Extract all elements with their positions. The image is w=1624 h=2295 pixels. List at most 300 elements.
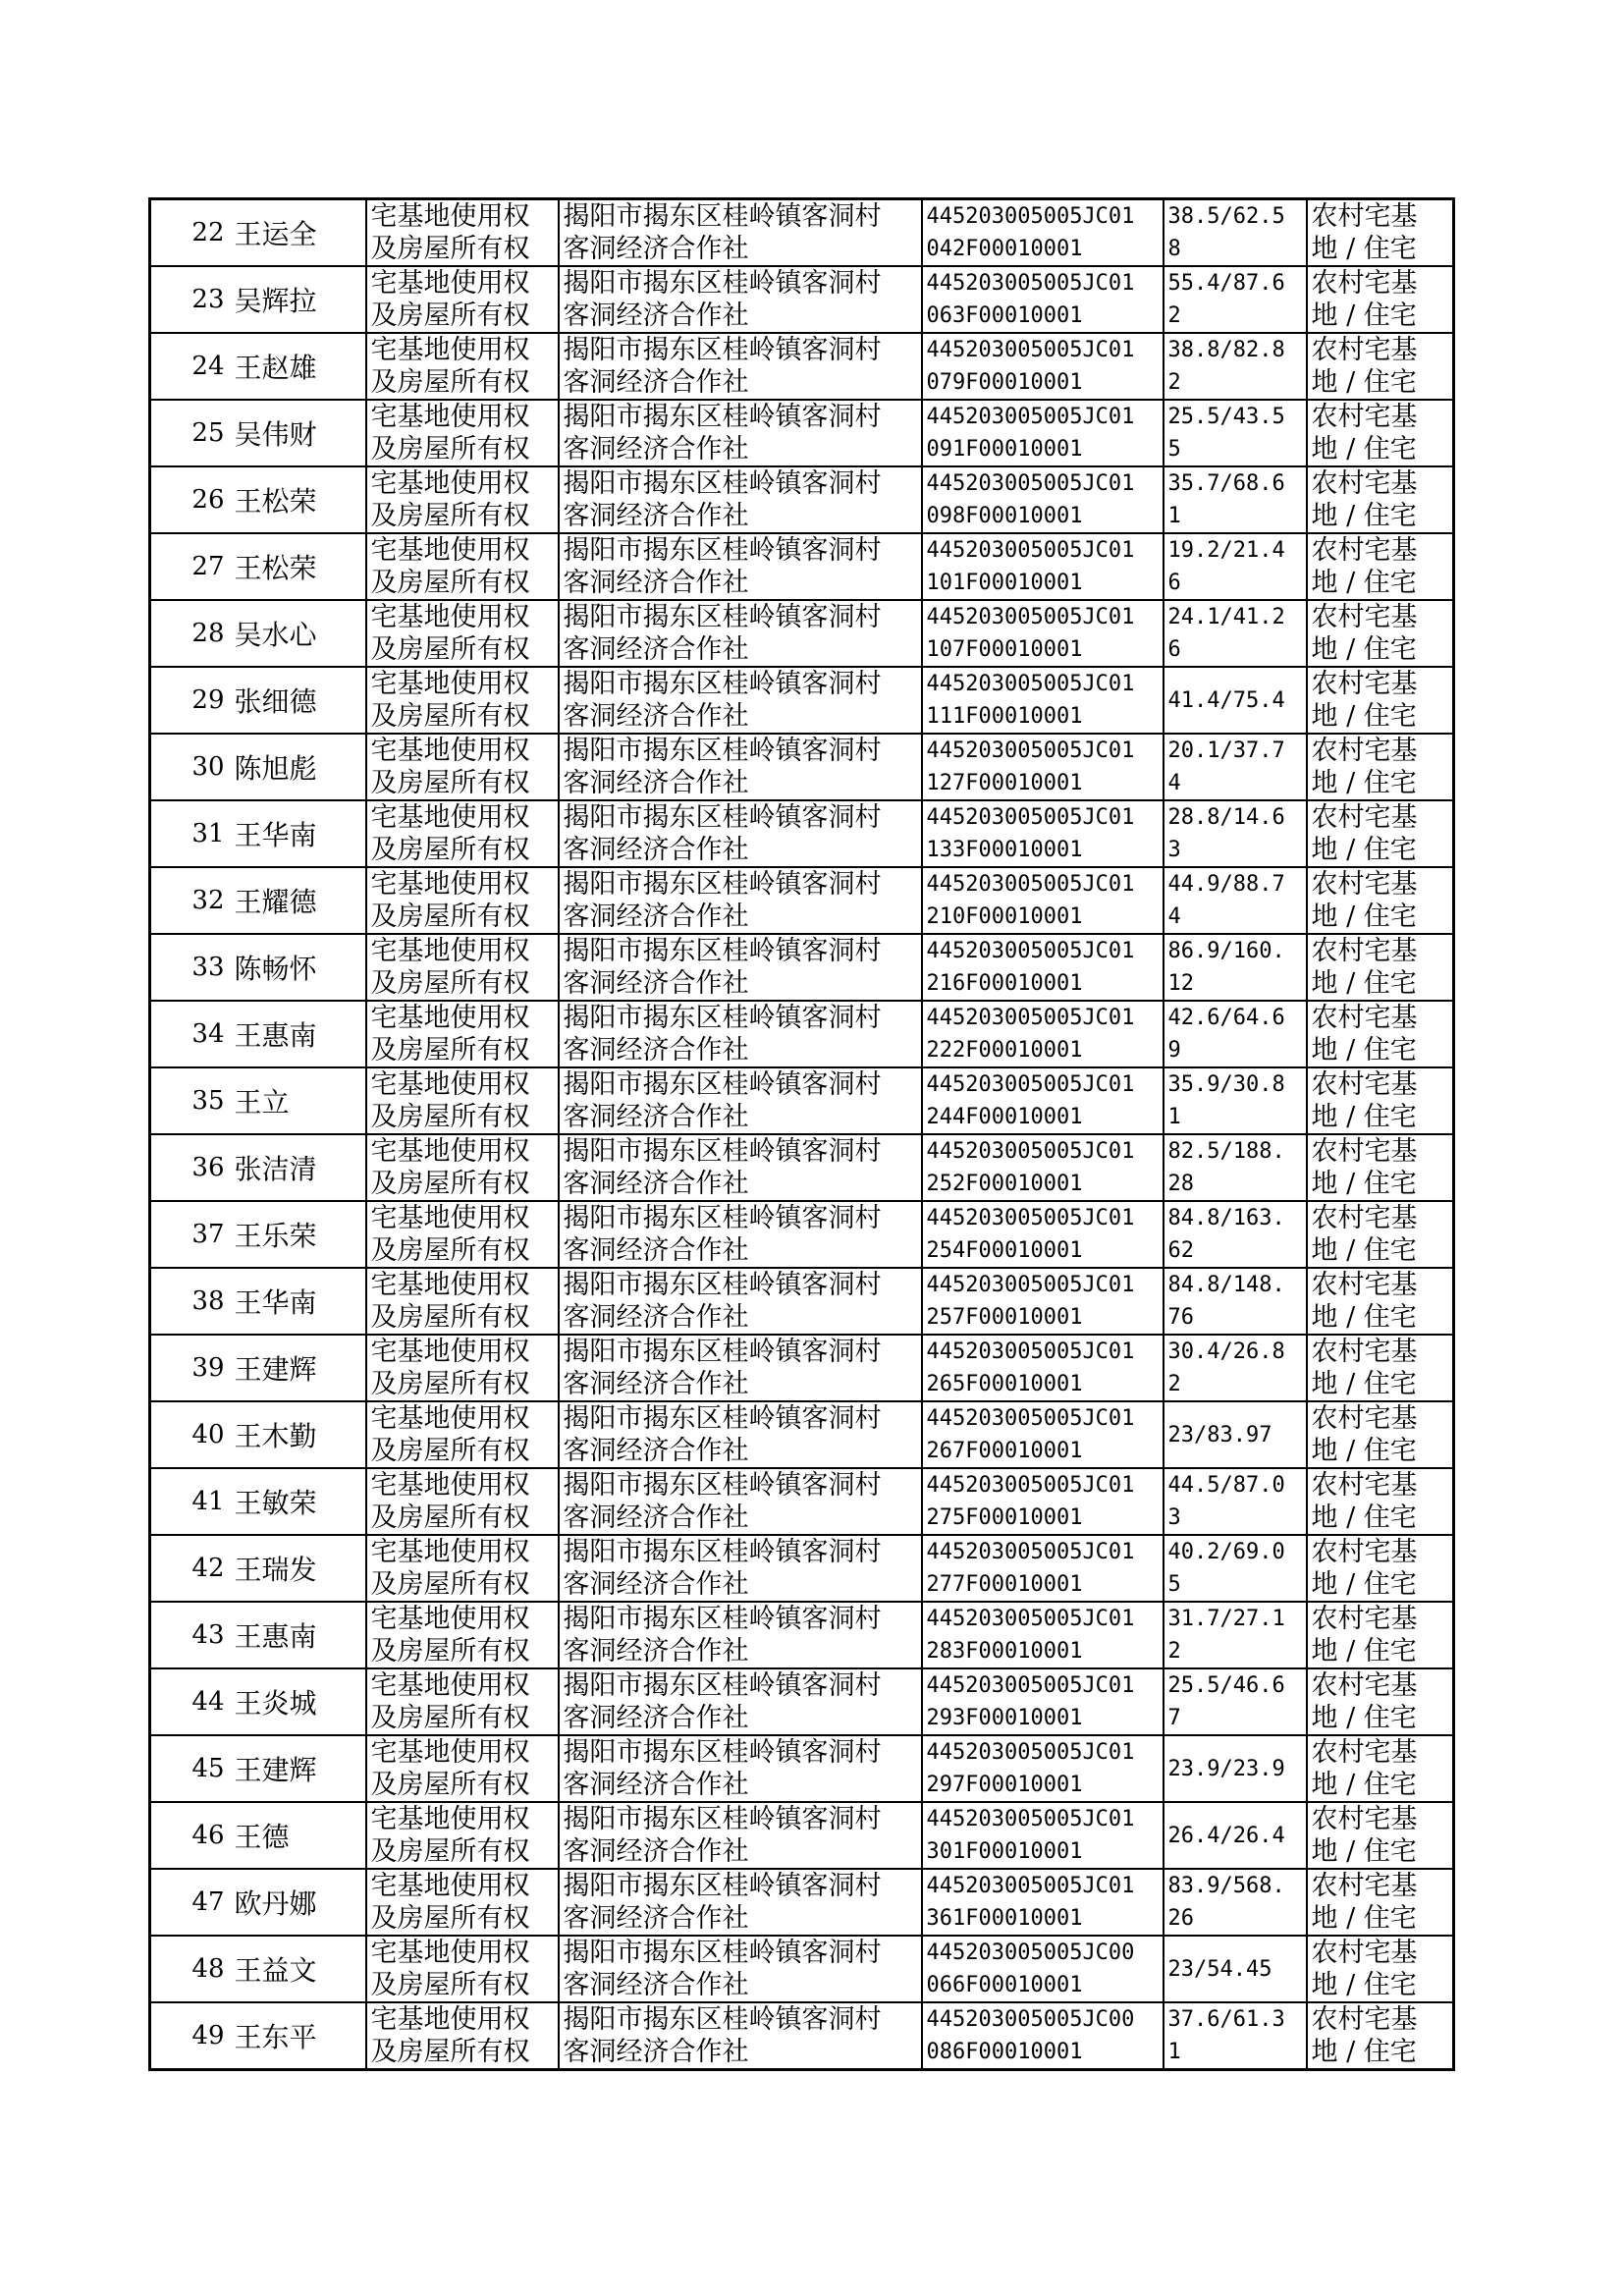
land-use-cell <box>1307 1134 1454 1201</box>
unit-code-line: 275F00010001 <box>926 1505 1083 1530</box>
unit-code-cell <box>922 867 1164 934</box>
area-value-line: 12 <box>1167 971 1194 996</box>
area-value-line: 55.4/87.6 <box>1167 271 1285 296</box>
property-location-line: 揭阳市揭东区桂岭镇客洞村 <box>563 1604 882 1634</box>
unit-code-cell <box>922 1668 1164 1735</box>
land-use-cell <box>1307 934 1454 1001</box>
area-value-line: 25.5/46.6 <box>1167 1673 1285 1698</box>
land-use-line: 农村宅基 <box>1311 1604 1418 1634</box>
land-use-line: 地 / 住宅 <box>1311 501 1417 531</box>
land-use-cell <box>1307 867 1454 934</box>
owner-name-cell: 王松荣 <box>229 466 366 533</box>
table-row <box>150 2002 1454 2070</box>
land-use-line: 地 / 住宅 <box>1311 1903 1417 1934</box>
land-use-cell <box>1307 1001 1454 1067</box>
property-location-cell <box>559 1668 922 1735</box>
area-value-cell <box>1164 1335 1307 1401</box>
unit-code-line: 066F00010001 <box>926 1973 1083 1997</box>
unit-code-line: 445203005005JC01 <box>926 405 1135 429</box>
owner-name-cell: 吴辉拉 <box>229 266 366 333</box>
right-type-cell <box>366 934 559 1001</box>
area-value-cell <box>1164 333 1307 400</box>
right-type-line: 及房屋所有权 <box>370 501 530 531</box>
area-value-line: 38.8/82.8 <box>1167 338 1285 362</box>
table-row <box>150 1335 1454 1401</box>
table-row <box>150 466 1454 533</box>
land-use-line: 农村宅基 <box>1311 535 1418 566</box>
area-value-line: 42.6/64.6 <box>1167 1006 1285 1030</box>
table-row <box>150 1201 1454 1268</box>
area-value-line: 20.1/37.7 <box>1167 738 1285 763</box>
right-type-line: 宅基地使用权 <box>370 602 530 632</box>
owner-name-cell: 王乐荣 <box>229 1201 366 1268</box>
property-location-line: 揭阳市揭东区桂岭镇客洞村 <box>563 1136 882 1167</box>
property-location-cell <box>559 934 922 1001</box>
right-type-line: 及房屋所有权 <box>370 1569 530 1600</box>
area-value-line: 25.5/43.5 <box>1167 405 1285 429</box>
land-use-line: 农村宅基 <box>1311 869 1418 900</box>
row-number-cell: 49 <box>150 2002 229 2070</box>
area-value-line: 4 <box>1167 904 1181 929</box>
owner-name-cell: 陈旭彪 <box>229 734 366 800</box>
right-type-cell <box>366 1468 559 1535</box>
area-value-line: 5 <box>1167 1572 1181 1597</box>
unit-code-cell <box>922 199 1164 267</box>
land-use-line: 农村宅基 <box>1311 1136 1418 1167</box>
property-location-line: 客洞经济合作社 <box>563 568 749 598</box>
unit-code-cell <box>922 1869 1164 1936</box>
property-location-line: 客洞经济合作社 <box>563 2037 749 2067</box>
land-use-line: 地 / 住宅 <box>1311 1102 1417 1132</box>
owner-name-cell: 欧丹娜 <box>229 1869 366 1936</box>
property-location-line: 揭阳市揭东区桂岭镇客洞村 <box>563 1938 882 1968</box>
unit-code-cell <box>922 266 1164 333</box>
unit-code-line: 445203005005JC01 <box>926 1139 1135 1164</box>
land-use-line: 农村宅基 <box>1311 402 1418 432</box>
unit-code-line: 445203005005JC01 <box>926 1273 1135 1297</box>
owner-name-cell: 王炎城 <box>229 1668 366 1735</box>
area-value-cell <box>1164 1802 1307 1869</box>
property-location-line: 客洞经济合作社 <box>563 701 749 732</box>
property-location-line: 揭阳市揭东区桂岭镇客洞村 <box>563 402 882 432</box>
right-type-line: 宅基地使用权 <box>370 1604 530 1634</box>
right-type-line: 宅基地使用权 <box>370 669 530 699</box>
land-use-cell <box>1307 1535 1454 1602</box>
land-use-cell <box>1307 1335 1454 1401</box>
property-location-cell <box>559 1802 922 1869</box>
right-type-line: 及房屋所有权 <box>370 1503 530 1533</box>
row-number-cell: 39 <box>150 1335 229 1401</box>
unit-code-line: 445203005005JC01 <box>926 738 1135 763</box>
area-value-line: 1 <box>1167 2040 1181 2064</box>
unit-code-line: 098F00010001 <box>926 504 1083 528</box>
land-use-line: 农村宅基 <box>1311 1003 1418 1033</box>
right-type-line: 宅基地使用权 <box>370 936 530 966</box>
unit-code-line: 111F00010001 <box>926 704 1083 729</box>
area-value-line: 40.2/69.0 <box>1167 1540 1285 1564</box>
area-value-cell <box>1164 1936 1307 2002</box>
owner-name-cell: 陈畅怀 <box>229 934 366 1001</box>
land-use-line: 地 / 住宅 <box>1311 1970 1417 2000</box>
property-location-cell <box>559 2002 922 2070</box>
land-use-line: 农村宅基 <box>1311 802 1418 833</box>
area-value-cell <box>1164 1735 1307 1802</box>
right-type-line: 及房屋所有权 <box>370 1703 530 1733</box>
area-value-line: 30.4/26.8 <box>1167 1339 1285 1364</box>
table-row <box>150 1735 1454 1802</box>
owner-name-cell: 王惠南 <box>229 1602 366 1668</box>
property-location-cell <box>559 1067 922 1134</box>
unit-code-line: 283F00010001 <box>926 1639 1083 1664</box>
unit-code-line: 445203005005JC01 <box>926 1206 1135 1230</box>
right-type-line: 宅基地使用权 <box>370 468 530 499</box>
unit-code-cell <box>922 1401 1164 1468</box>
right-type-line: 及房屋所有权 <box>370 1302 530 1333</box>
owner-name-cell: 王益文 <box>229 1936 366 2002</box>
property-location-cell <box>559 1268 922 1335</box>
area-value-cell <box>1164 800 1307 867</box>
land-use-line: 地 / 住宅 <box>1311 968 1417 999</box>
area-value-line: 38.5/62.5 <box>1167 204 1285 229</box>
area-value-line: 41.4/75.4 <box>1167 687 1285 713</box>
right-type-cell <box>366 1802 559 1869</box>
area-value-line: 35.9/30.8 <box>1167 1072 1285 1097</box>
unit-code-line: 445203005005JC01 <box>926 1473 1135 1498</box>
unit-code-line: 133F00010001 <box>926 838 1083 862</box>
land-use-line: 农村宅基 <box>1311 1069 1418 1100</box>
land-use-cell <box>1307 1869 1454 1936</box>
unit-code-line: 042F00010001 <box>926 237 1083 261</box>
land-use-line: 农村宅基 <box>1311 201 1418 232</box>
area-value-cell <box>1164 533 1307 600</box>
row-number-cell: 44 <box>150 1668 229 1735</box>
right-type-cell <box>366 667 559 734</box>
property-location-cell <box>559 1869 922 1936</box>
right-type-line: 宅基地使用权 <box>370 1069 530 1100</box>
land-use-cell <box>1307 333 1454 400</box>
right-type-line: 宅基地使用权 <box>370 535 530 566</box>
land-use-line: 农村宅基 <box>1311 1804 1418 1834</box>
unit-code-line: 063F00010001 <box>926 303 1083 328</box>
property-location-line: 客洞经济合作社 <box>563 1503 749 1533</box>
row-number-cell: 25 <box>150 400 229 466</box>
right-type-cell <box>366 1001 559 1067</box>
owner-name-cell: 王华南 <box>229 800 366 867</box>
property-location-line: 揭阳市揭东区桂岭镇客洞村 <box>563 535 882 566</box>
land-use-line: 农村宅基 <box>1311 468 1418 499</box>
unit-code-line: 445203005005JC01 <box>926 1740 1135 1765</box>
right-type-line: 宅基地使用权 <box>370 335 530 365</box>
area-value-cell <box>1164 1869 1307 1936</box>
unit-code-cell <box>922 533 1164 600</box>
row-number-cell: 40 <box>150 1401 229 1468</box>
land-use-line: 地 / 住宅 <box>1311 1169 1417 1199</box>
land-use-line: 农村宅基 <box>1311 1470 1418 1501</box>
land-use-cell <box>1307 1936 1454 2002</box>
property-location-cell <box>559 667 922 734</box>
unit-code-cell <box>922 1735 1164 1802</box>
row-number-cell: 34 <box>150 1001 229 1067</box>
right-type-line: 宅基地使用权 <box>370 1804 530 1834</box>
right-type-line: 宅基地使用权 <box>370 402 530 432</box>
row-number-cell: 37 <box>150 1201 229 1268</box>
right-type-line: 宅基地使用权 <box>370 1337 530 1367</box>
table-row <box>150 333 1454 400</box>
area-value-cell <box>1164 667 1307 734</box>
area-value-line: 37.6/61.3 <box>1167 2007 1285 2032</box>
area-value-cell <box>1164 400 1307 466</box>
land-use-line: 地 / 住宅 <box>1311 367 1417 398</box>
land-use-line: 地 / 住宅 <box>1311 1436 1417 1466</box>
land-use-cell <box>1307 1268 1454 1335</box>
right-type-line: 及房屋所有权 <box>370 835 530 865</box>
property-location-line: 客洞经济合作社 <box>563 1569 749 1600</box>
property-location-line: 揭阳市揭东区桂岭镇客洞村 <box>563 1337 882 1367</box>
right-type-line: 宅基地使用权 <box>370 1670 530 1701</box>
property-location-cell <box>559 800 922 867</box>
property-location-cell <box>559 400 922 466</box>
right-type-line: 宅基地使用权 <box>370 1537 530 1567</box>
unit-code-line: 252F00010001 <box>926 1172 1083 1196</box>
property-location-cell <box>559 199 922 267</box>
land-use-cell <box>1307 1067 1454 1134</box>
property-location-line: 客洞经济合作社 <box>563 501 749 531</box>
unit-code-line: 445203005005JC01 <box>926 939 1135 963</box>
land-use-cell <box>1307 734 1454 800</box>
right-type-cell <box>366 1602 559 1668</box>
unit-code-cell <box>922 1335 1164 1401</box>
land-use-line: 地 / 住宅 <box>1311 568 1417 598</box>
property-location-cell <box>559 466 922 533</box>
owner-name-cell: 王建辉 <box>229 1335 366 1401</box>
right-type-cell <box>366 600 559 667</box>
table-row <box>150 1535 1454 1602</box>
owner-name-cell: 吴水心 <box>229 600 366 667</box>
land-use-line: 地 / 住宅 <box>1311 1503 1417 1533</box>
unit-code-line: 277F00010001 <box>926 1572 1083 1597</box>
table-row <box>150 800 1454 867</box>
right-type-cell <box>366 734 559 800</box>
unit-code-line: 445203005005JC01 <box>926 672 1135 696</box>
table-row <box>150 1134 1454 1201</box>
area-value-line: 62 <box>1167 1238 1194 1263</box>
property-location-line: 客洞经济合作社 <box>563 1903 749 1934</box>
row-number-cell: 47 <box>150 1869 229 1936</box>
right-type-line: 宅基地使用权 <box>370 268 530 299</box>
right-type-cell <box>366 1735 559 1802</box>
land-use-cell <box>1307 1468 1454 1535</box>
unit-code-cell <box>922 400 1164 466</box>
land-use-line: 农村宅基 <box>1311 1670 1418 1701</box>
right-type-cell <box>366 1936 559 2002</box>
property-location-cell <box>559 1401 922 1468</box>
right-type-line: 及房屋所有权 <box>370 968 530 999</box>
land-use-line: 农村宅基 <box>1311 2004 1418 2035</box>
area-value-line: 4 <box>1167 771 1181 795</box>
area-value-cell <box>1164 1468 1307 1535</box>
unit-code-line: 216F00010001 <box>926 971 1083 996</box>
area-value-line: 3 <box>1167 838 1181 862</box>
area-value-cell <box>1164 867 1307 934</box>
unit-code-line: 445203005005JC00 <box>926 2007 1135 2032</box>
unit-code-line: 222F00010001 <box>926 1038 1083 1063</box>
unit-code-line: 101F00010001 <box>926 571 1083 595</box>
property-location-line: 揭阳市揭东区桂岭镇客洞村 <box>563 268 882 299</box>
area-value-line: 19.2/21.4 <box>1167 538 1285 563</box>
unit-code-cell <box>922 734 1164 800</box>
unit-code-cell <box>922 600 1164 667</box>
area-value-line: 2 <box>1167 1372 1181 1396</box>
unit-code-line: 445203005005JC01 <box>926 1072 1135 1097</box>
property-location-line: 客洞经济合作社 <box>563 902 749 932</box>
right-type-line: 及房屋所有权 <box>370 1369 530 1399</box>
area-value-cell <box>1164 934 1307 1001</box>
property-location-line: 客洞经济合作社 <box>563 1169 749 1199</box>
land-use-line: 农村宅基 <box>1311 602 1418 632</box>
property-location-line: 揭阳市揭东区桂岭镇客洞村 <box>563 1737 882 1768</box>
property-location-line: 客洞经济合作社 <box>563 968 749 999</box>
area-value-line: 84.8/148. <box>1167 1273 1285 1297</box>
area-value-line: 2 <box>1167 303 1181 328</box>
land-use-line: 农村宅基 <box>1311 1871 1418 1901</box>
unit-code-line: 445203005005JC01 <box>926 1874 1135 1898</box>
property-location-cell <box>559 1201 922 1268</box>
property-location-cell <box>559 1602 922 1668</box>
property-location-line: 揭阳市揭东区桂岭镇客洞村 <box>563 1003 882 1033</box>
land-use-line: 农村宅基 <box>1311 1270 1418 1300</box>
land-use-line: 地 / 住宅 <box>1311 301 1417 331</box>
unit-code-line: 265F00010001 <box>926 1372 1083 1396</box>
right-type-line: 及房屋所有权 <box>370 1903 530 1934</box>
land-use-line: 农村宅基 <box>1311 1537 1418 1567</box>
row-number-cell: 46 <box>150 1802 229 1869</box>
right-type-line: 及房屋所有权 <box>370 1035 530 1066</box>
area-value-line: 23/54.45 <box>1167 1956 1272 1982</box>
property-location-line: 客洞经济合作社 <box>563 1035 749 1066</box>
land-use-line: 地 / 住宅 <box>1311 1703 1417 1733</box>
row-number-cell: 31 <box>150 800 229 867</box>
land-use-line: 农村宅基 <box>1311 1337 1418 1367</box>
land-use-line: 地 / 住宅 <box>1311 768 1417 798</box>
owner-name-cell: 王建辉 <box>229 1735 366 1802</box>
property-location-line: 揭阳市揭东区桂岭镇客洞村 <box>563 869 882 900</box>
area-value-cell <box>1164 1001 1307 1067</box>
right-type-cell <box>366 1535 559 1602</box>
land-use-line: 地 / 住宅 <box>1311 1235 1417 1266</box>
right-type-cell <box>366 1335 559 1401</box>
owner-name-cell: 吴伟财 <box>229 400 366 466</box>
unit-code-line: 445203005005JC01 <box>926 1540 1135 1564</box>
land-use-line: 地 / 住宅 <box>1311 1035 1417 1066</box>
unit-code-cell <box>922 1001 1164 1067</box>
unit-code-line: 244F00010001 <box>926 1105 1083 1129</box>
area-value-line: 5 <box>1167 437 1181 462</box>
right-type-line: 宅基地使用权 <box>370 1938 530 1968</box>
area-value-line: 6 <box>1167 637 1181 662</box>
right-type-line: 宅基地使用权 <box>370 1270 530 1300</box>
row-number-cell: 38 <box>150 1268 229 1335</box>
right-type-line: 宅基地使用权 <box>370 1203 530 1233</box>
table-row <box>150 1268 1454 1335</box>
table-row <box>150 667 1454 734</box>
right-type-line: 宅基地使用权 <box>370 1871 530 1901</box>
land-use-line: 地 / 住宅 <box>1311 234 1417 264</box>
right-type-cell <box>366 800 559 867</box>
property-location-line: 客洞经济合作社 <box>563 634 749 665</box>
unit-code-line: 445203005005JC01 <box>926 872 1135 897</box>
land-use-line: 地 / 住宅 <box>1311 701 1417 732</box>
land-use-cell <box>1307 466 1454 533</box>
row-number-cell: 29 <box>150 667 229 734</box>
owner-name-cell: 王华南 <box>229 1268 366 1335</box>
unit-code-line: 079F00010001 <box>926 370 1083 395</box>
land-use-cell <box>1307 2002 1454 2070</box>
area-value-line: 26.4/26.4 <box>1167 1823 1285 1848</box>
property-location-line: 揭阳市揭东区桂岭镇客洞村 <box>563 1403 882 1434</box>
area-value-line: 7 <box>1167 1706 1181 1730</box>
property-location-line: 揭阳市揭东区桂岭镇客洞村 <box>563 669 882 699</box>
land-use-line: 地 / 住宅 <box>1311 1636 1417 1667</box>
table-row <box>150 1602 1454 1668</box>
property-location-line: 揭阳市揭东区桂岭镇客洞村 <box>563 1270 882 1300</box>
right-type-line: 及房屋所有权 <box>370 634 530 665</box>
row-number-cell: 28 <box>150 600 229 667</box>
area-value-line: 84.8/163. <box>1167 1206 1285 1230</box>
property-location-line: 客洞经济合作社 <box>563 1369 749 1399</box>
row-number-cell: 26 <box>150 466 229 533</box>
right-type-cell <box>366 333 559 400</box>
area-value-line: 9 <box>1167 1038 1181 1063</box>
unit-code-line: 361F00010001 <box>926 1906 1083 1931</box>
land-use-line: 农村宅基 <box>1311 1737 1418 1768</box>
right-type-line: 及房屋所有权 <box>370 434 530 464</box>
land-use-line: 农村宅基 <box>1311 335 1418 365</box>
right-type-cell <box>366 1067 559 1134</box>
unit-code-line: 127F00010001 <box>926 771 1083 795</box>
unit-code-cell <box>922 1602 1164 1668</box>
right-type-line: 及房屋所有权 <box>370 1235 530 1266</box>
right-type-cell <box>366 2002 559 2070</box>
row-number-cell: 41 <box>150 1468 229 1535</box>
unit-code-line: 445203005005JC01 <box>926 1607 1135 1631</box>
property-location-cell <box>559 266 922 333</box>
right-type-line: 宅基地使用权 <box>370 1470 530 1501</box>
right-type-line: 宅基地使用权 <box>370 201 530 232</box>
table-body <box>150 199 1454 2070</box>
owner-name-cell: 王惠南 <box>229 1001 366 1067</box>
area-value-line: 2 <box>1167 1639 1181 1664</box>
table-row <box>150 199 1454 267</box>
land-use-line: 农村宅基 <box>1311 936 1418 966</box>
property-location-line: 客洞经济合作社 <box>563 1436 749 1466</box>
right-type-line: 及房屋所有权 <box>370 234 530 264</box>
property-location-cell <box>559 1335 922 1401</box>
area-value-line: 44.5/87.0 <box>1167 1473 1285 1498</box>
area-value-line: 1 <box>1167 504 1181 528</box>
property-location-line: 客洞经济合作社 <box>563 301 749 331</box>
right-type-line: 及房屋所有权 <box>370 1102 530 1132</box>
row-number-cell: 24 <box>150 333 229 400</box>
row-number-cell: 32 <box>150 867 229 934</box>
property-location-line: 揭阳市揭东区桂岭镇客洞村 <box>563 2004 882 2035</box>
property-location-line: 揭阳市揭东区桂岭镇客洞村 <box>563 1470 882 1501</box>
unit-code-line: 445203005005JC01 <box>926 471 1135 496</box>
area-value-line: 3 <box>1167 1505 1181 1530</box>
land-use-line: 农村宅基 <box>1311 268 1418 299</box>
unit-code-line: 293F00010001 <box>926 1706 1083 1730</box>
right-type-line: 及房屋所有权 <box>370 367 530 398</box>
property-location-line: 揭阳市揭东区桂岭镇客洞村 <box>563 1069 882 1100</box>
